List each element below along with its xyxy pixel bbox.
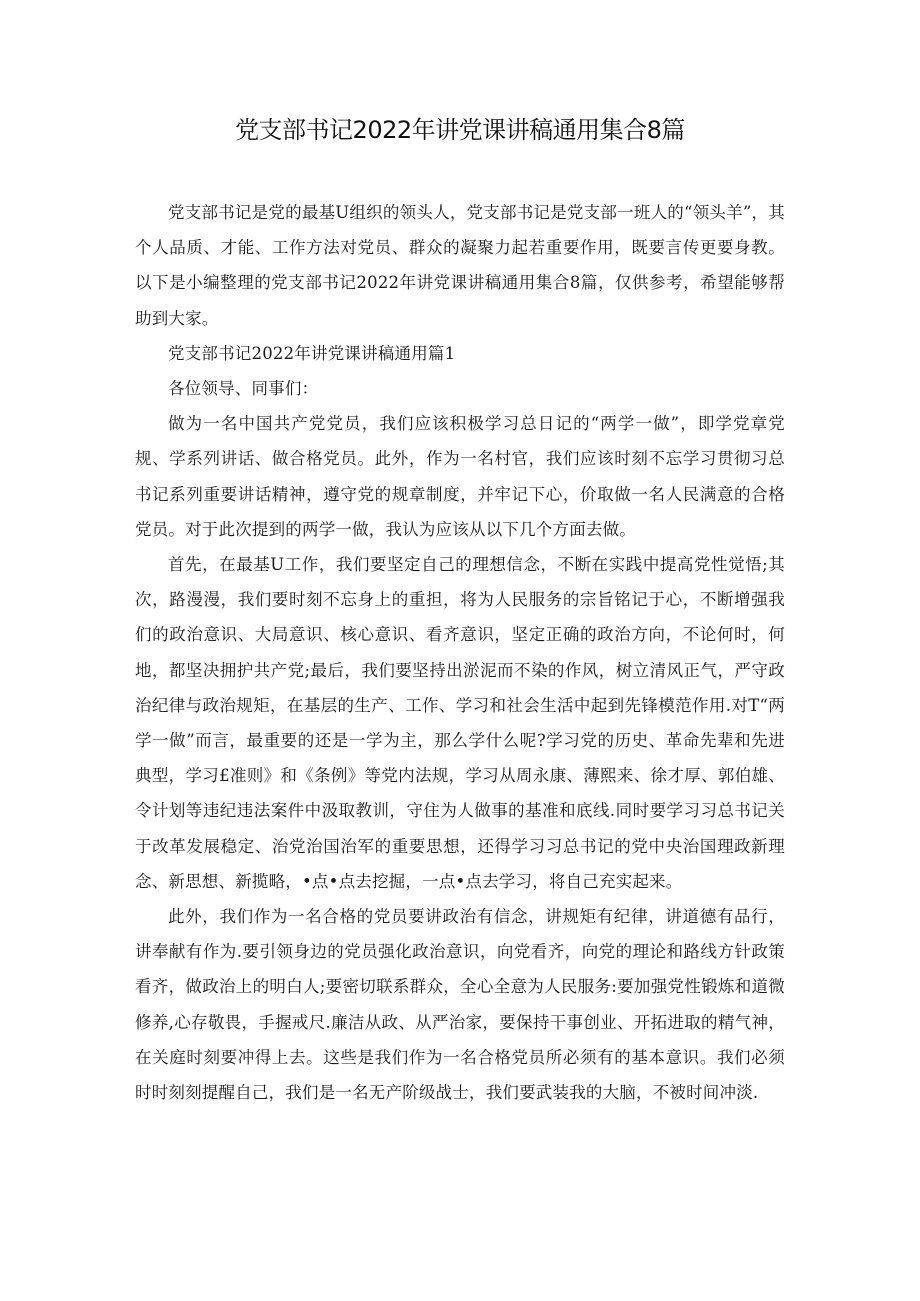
document-body: [135, 195, 785, 1110]
document-title: 党支部书记2022年讲党课讲稿通用集合8篇: [235, 116, 685, 144]
intro-paragraph: 党支部书记是党的最基U组织的领头人，党支部书记是党支部一班人的“领头羊”，其个人品质、才能、工作方法对党员、群众的凝聚力起若重要作用，既要言传更要身教。以下是小编整理的党支部书记2022年讲党课讲稿通用集合8篇，仅供参考，希望能够帮助到大家。: [135, 203, 785, 328]
body-paragraph: 此外，我们作为一名合格的党员要讲政治有信念，讲规矩有纪律，讲道德有品行，讲奉献有作为.要引领身边的党员强化政治意识，向党看齐，向党的理论和路线方针政策看齐，做政治上的明白人;要密切联系群众，全心全意为人民服务:要加强党性锻炼和道微修养,心存敬畏，手握戒尺.廉洁从政、从严治家，要保持干事创业、开拓进取的精气神，在关庭时刻要冲得上去。这些是我们作为一名合格党员所必须有的基本意识。我们必须时时刻刻提醒自己，我们是一名无产阶级战士，我们要武装我的大脑，不被时间冲淡.: [135, 907, 785, 1103]
salutation: 各位领导、同事们：: [168, 379, 319, 399]
body-paragraph: 首先，在最基U工作，我们要坚定自己的理想信念，不断在实践中提高党性觉悟;其次，路漫漫，我们要时刻不忘身上的重担，将为人民服务的宗旨铭记于心，不断增强我们的政治意识、大局意识、核心意识、看齐意识，坚定正确的政治方向，不论何时，何地，都坚决拥护共产党;最后，我们要坚持出淤泥而不染的作风，树立清风正气，严守政治纪律与政治规矩，在基层的生产、工作、学习和社会生活中起到先锋模范作用.对T“两学一做”而言，最重要的还是一学为主，那么学什么呢?学习党的历史、革命先辈和先进典型，学习£准则》和《条例》等党内法规，学习从周永康、薄熙来、徐才厚、郭伯雄、令计划等违纪违法案件中汲取教训，守住为人做事的基准和底线.同时要学习习总书记关于改革发展稳定、治党治国治军的重要思想，还得学习习总书记的党中央治国理政新理念、新思想、新揽略，•点•点去挖掘，一点•点去学习，将自己充实起来。: [135, 555, 785, 891]
section-heading: 党支部书记2022年讲党课讲稿通用篇1: [168, 343, 456, 363]
body-paragraph: 做为一名中国共产党党员，我们应该积极学习总日记的“两学一做”，即学党章党规、学系列讲话、做合格党员。此外，作为一名村官，我们应该时刻不忘学习贯彻习总书记系列重要讲话精神，遵守党的规章制度，并牢记下心，价取做一名人民满意的合格党员。对于此次提到的两学一做，我认为应该从以下几个方面去做。: [135, 414, 785, 539]
